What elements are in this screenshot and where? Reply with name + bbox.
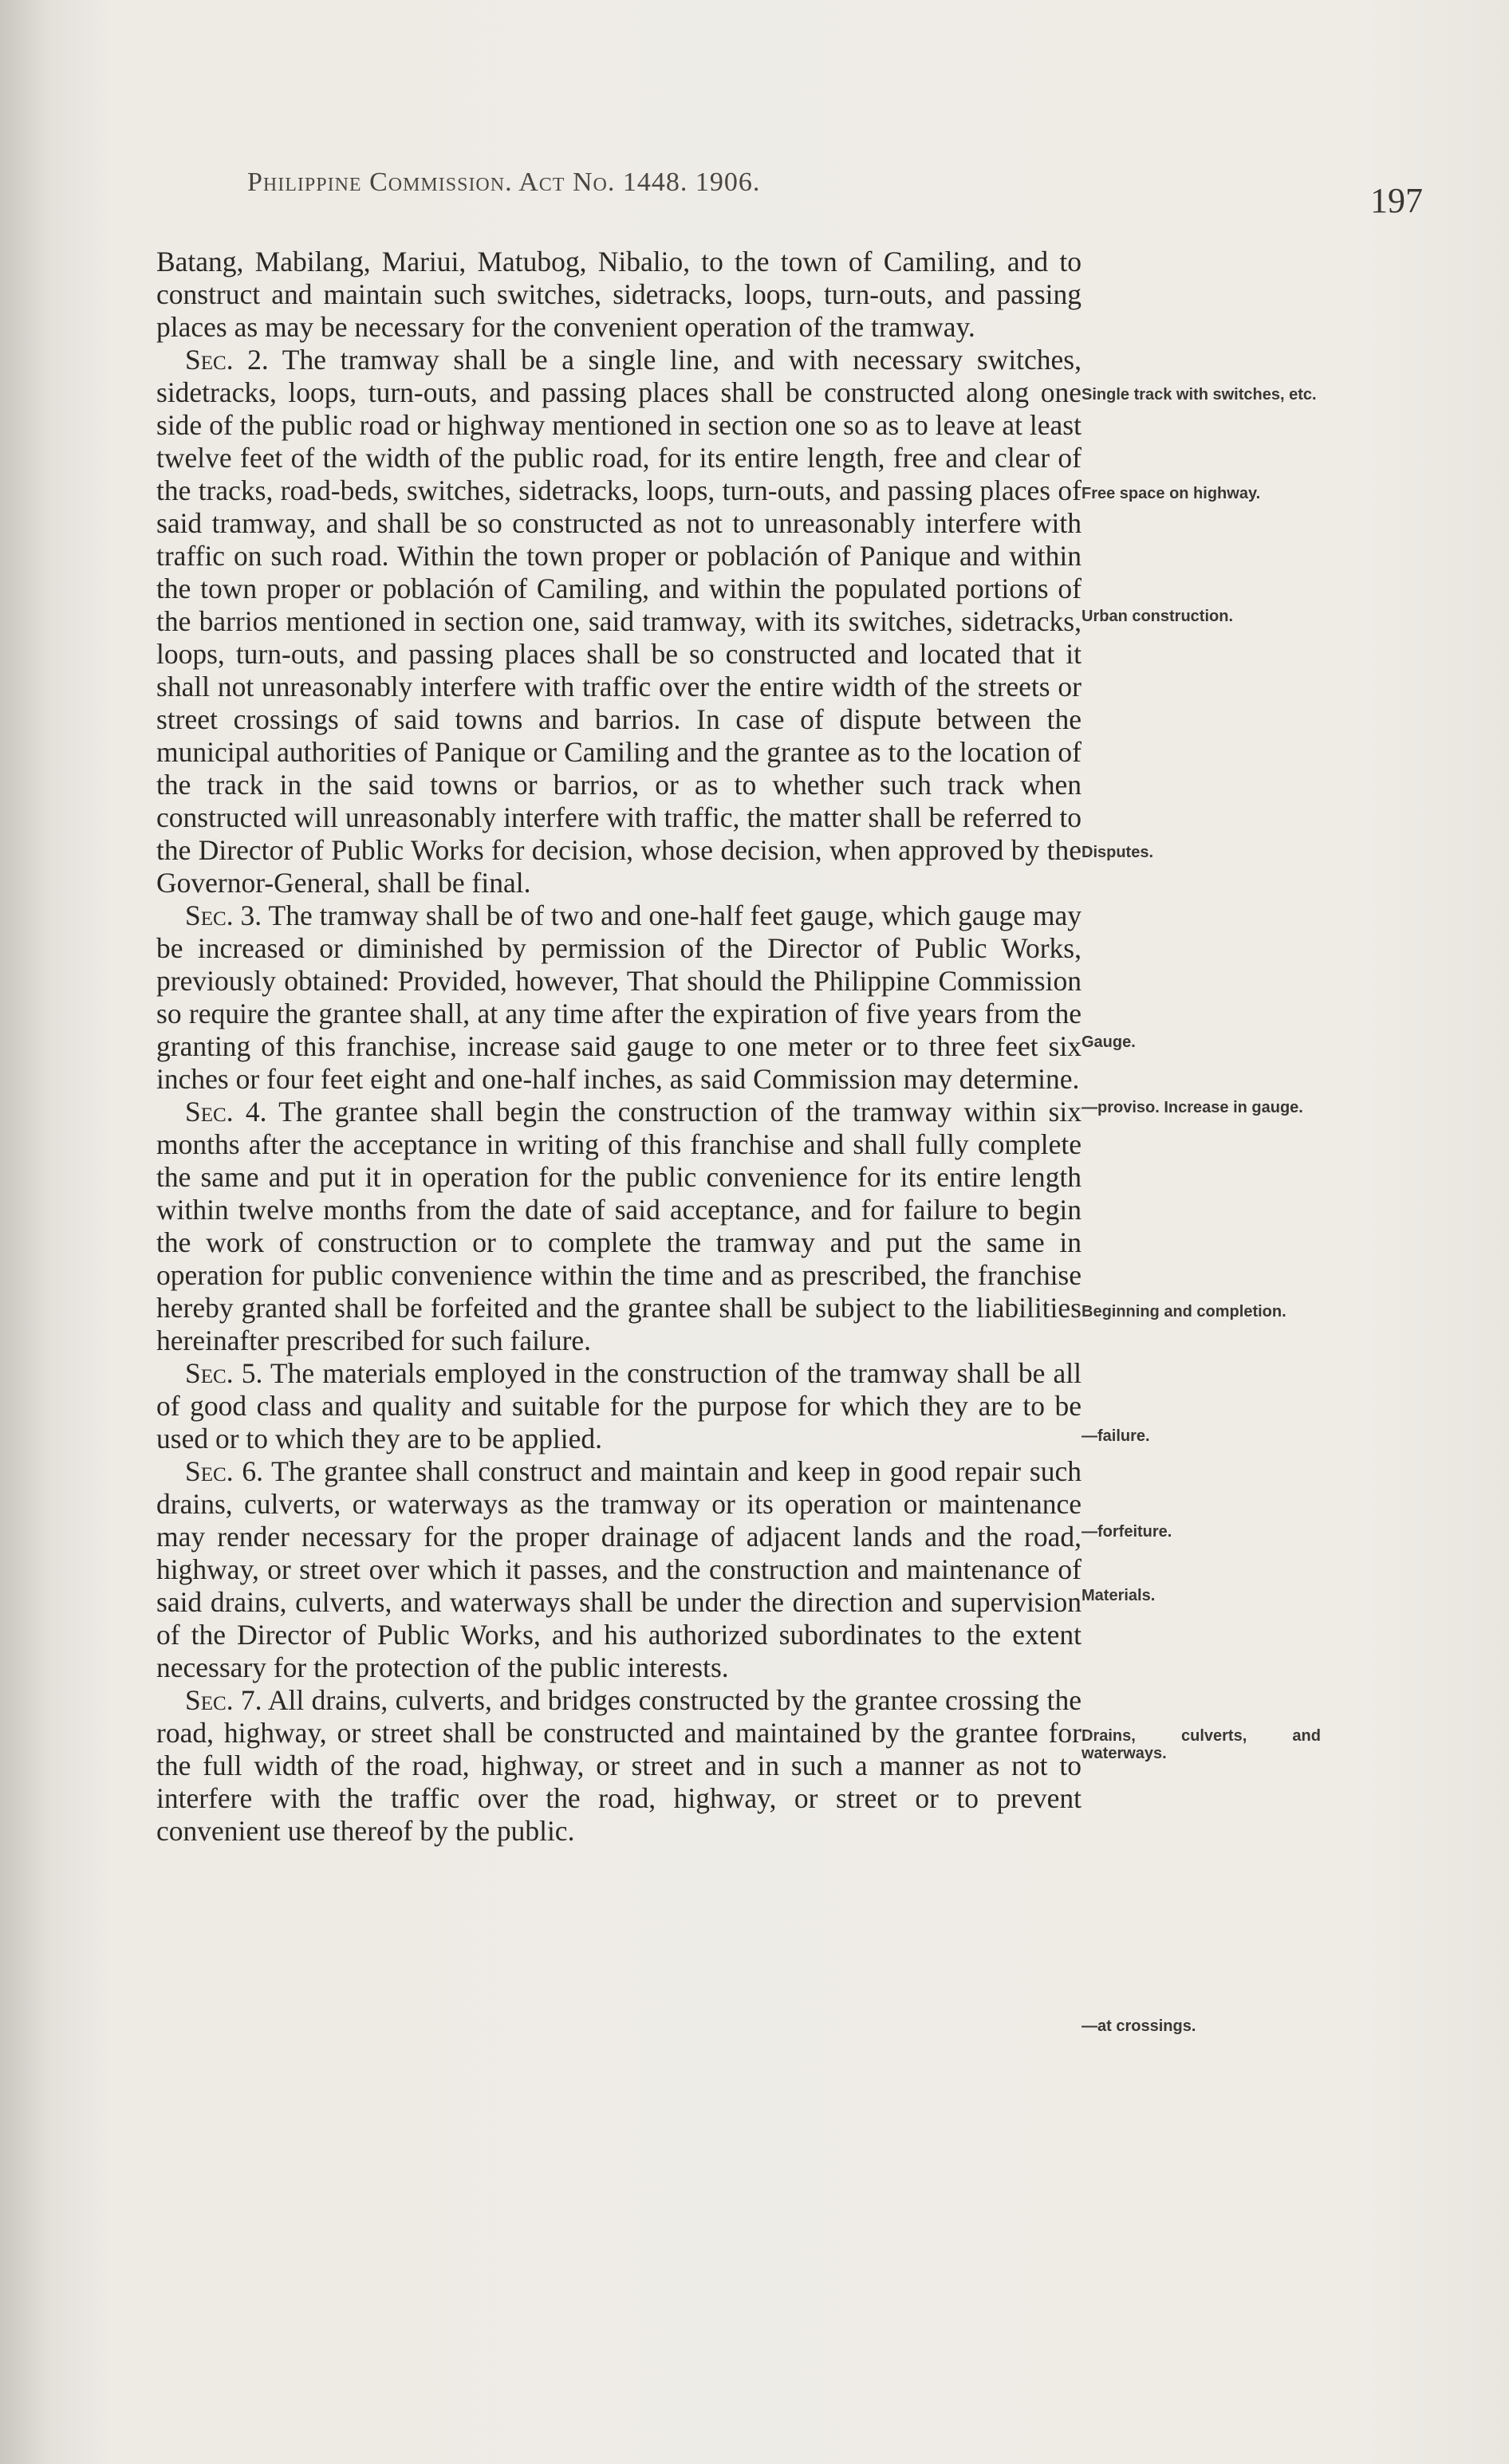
margin-note-gauge: Gauge.: [1082, 1033, 1136, 1051]
section-2: [156, 344, 1082, 899]
paragraph-text: The materials employed in the construction of the tramway shall be all of good class and quality and suitable for the purpose for which they are to be used or to which they are to be applied.: [156, 1357, 1082, 1454]
margin-note-beginning: Beginning and completion.: [1082, 1303, 1286, 1321]
body-text: [156, 246, 1082, 1848]
margin-note-single-track: Single track with switches, etc.: [1082, 386, 1317, 403]
section-label: Sec. 7.: [185, 1684, 262, 1716]
paragraph-text: Batang, Mabilang, Mariui, Matubog, Nibalio, to the town of Camiling, and to construct and maintain such switches, sidetracks, loops, turn-outs, and passing places as may be necessary for the convenient operation of the tramway.: [156, 246, 1082, 343]
margin-note-proviso: —proviso. Increase in gauge.: [1082, 1099, 1303, 1116]
section-label: Sec. 2.: [185, 344, 269, 376]
margin-note-drains: Drains, culverts, and waterways.: [1082, 1727, 1321, 1762]
section-4: [156, 1096, 1082, 1357]
margin-note-crossings: —at crossings.: [1082, 2017, 1196, 2035]
paragraph-text: The tramway shall be of two and one-half feet gauge, which gauge may be increased or diminished by permission of the Director of Public Works, previously obtained: Provided, however, That should the Philippine Commission so require the grantee shall, at any time after the expiration of five years from the granting of this franchise, increase said gauge to one meter or to three feet six inches or four feet eight and one-half inches, as said Commission may determine.: [156, 899, 1082, 1095]
margin-note-forfeiture: —forfeiture.: [1082, 1523, 1172, 1541]
running-head: Philippine Commission. Act No. 1448. 1906.: [247, 167, 761, 197]
paragraph-text: All drains, culverts, and bridges constructed by the grantee crossing the road, highway, or street shall be constructed and maintained by the grantee for the full width of the road, highway, or street and in such a manner as not to interfere with the traffic over the road, highway, or street or to prevent convenient use thereof by the public.: [156, 1684, 1082, 1847]
section-label: Sec. 4.: [185, 1096, 267, 1128]
paragraph-text: The grantee shall begin the construction of the tramway within six months after the acceptance in writing of this franchise and shall fully complete the same and put it in operation for the public convenience for its entire length within twelve months from the date of said acceptance, and for failure to begin the work of construction or to complete the tramway and put the same in operation for public convenience within the time and as prescribed, the franchise hereby granted shall be forfeited and the grantee shall be subject to the liabilities hereinafter prescribed for such failure.: [156, 1096, 1082, 1356]
section-label: Sec. 6.: [185, 1455, 263, 1487]
margin-note-free-space: Free space on highway.: [1082, 485, 1261, 502]
section-label: Sec. 3.: [185, 899, 262, 931]
margin-note-failure: —failure.: [1082, 1427, 1150, 1445]
margin-note-materials: Materials.: [1082, 1587, 1156, 1604]
section-3: [156, 899, 1082, 1096]
margin-note-urban-construction: Urban construction.: [1082, 608, 1234, 625]
section-5: [156, 1357, 1082, 1455]
paragraph-continuation: [156, 246, 1082, 344]
section-label: Sec. 5.: [185, 1357, 263, 1389]
section-6: [156, 1455, 1082, 1684]
page-number: 197: [1370, 181, 1423, 220]
paragraph-text: The grantee shall construct and maintain and keep in good repair such drains, culverts, or waterways as the tramway or its operation or maintenance may render necessary for the proper drainage of adjacent lands and the road, highway, or street over which it passes, and the construction and maintenance of said drains, culverts, and waterways shall be under the direction and supervision of the Director of Public Works, and his authorized subordinates to the extent necessary for the protection of the public interests.: [156, 1455, 1082, 1683]
paragraph-text: The tramway shall be a single line, and with necessary switches, sidetracks, loops, turn-outs, and passing places shall be constructed along one side of the public road or highway mentioned in section one so as to leave at least twelve feet of the width of the public road, for its entire length, free and clear of the tracks, road-beds, switches, sidetracks, loops, turn-outs, and passing places of said tramway, and shall be so constructed as not to unreasonably interfere with traffic on such road. Within the town proper or población of Panique and within the town proper or población of Camiling, and within the populated portions of the barrios mentioned in section one, said tramway, with its switches, sidetracks, loops, turn-outs, and passing places shall be so constructed and located that it shall not unreasonably interfere with traffic over the entire width of the streets or street crossings of said towns and barrios. In case of dispute between the municipal authorities of Panique or Camiling and the grantee as to the location of the track in the said towns or barrios, or as to whether such track when constructed will unreasonably interfere with traffic, the matter shall be referred to the Director of Public Works for decision, whose decision, when approved by the Governor-General, shall be final.: [156, 344, 1082, 899]
margin-note-disputes: Disputes.: [1082, 844, 1154, 861]
section-7: [156, 1684, 1082, 1848]
